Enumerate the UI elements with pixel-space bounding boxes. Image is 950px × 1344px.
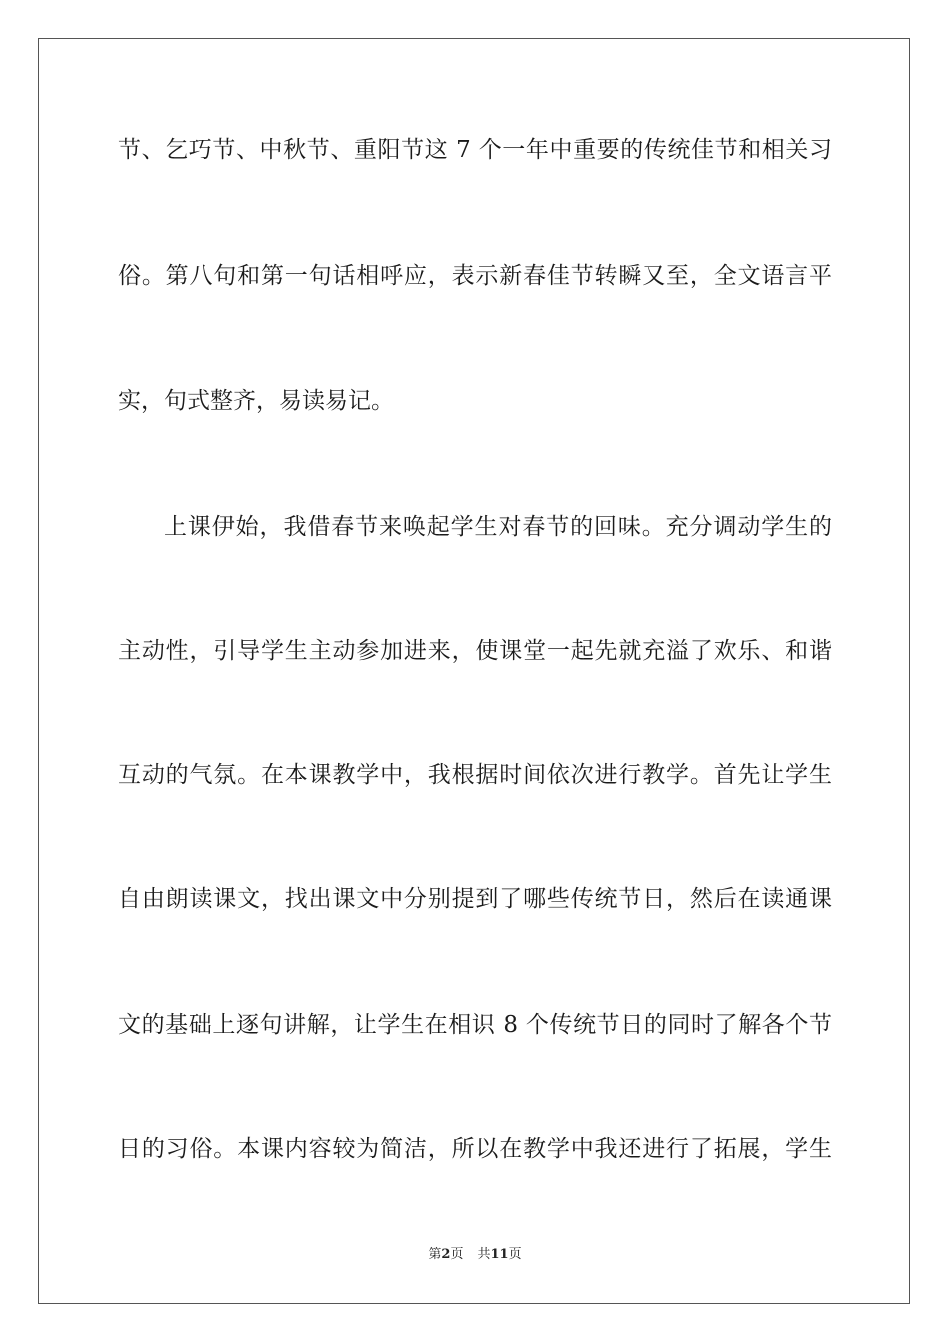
footer-total-prefix: 共 (477, 1247, 491, 1262)
body-line-1: 节、乞巧节、中秋节、重阳节这 7 个一年中重要的传统佳节和相关习 (118, 137, 832, 163)
body-line-7: 自由朗读课文，找出课文中分别提到了哪些传统节日，然后在读通课 (118, 886, 832, 912)
footer-page-suffix: 页 (450, 1247, 464, 1262)
body-line-6: 互动的气氛。在本课教学中，我根据时间依次进行教学。首先让学生 (118, 762, 832, 788)
body-line-3: 实，句式整齐，易读易记。 (118, 388, 394, 414)
page-footer (0, 1247, 950, 1263)
body-line-2: 俗。第八句和第一句话相呼应，表示新春佳节转瞬又至，全文语言平 (118, 263, 832, 289)
body-line-9: 日的习俗。本课内容较为简洁，所以在教学中我还进行了拓展，学生 (118, 1136, 832, 1162)
footer-page-current: 2 (441, 1247, 451, 1262)
page-border (38, 38, 910, 1304)
body-line-5: 主动性，引导学生主动参加进来，使课堂一起先就充溢了欢乐、和谐 (118, 638, 832, 664)
body-line-4: 上课伊始，我借春节来唤起学生对春节的回味。充分调动学生的 (164, 514, 832, 540)
footer-page-total: 11 (490, 1247, 509, 1262)
footer-page-prefix: 第 (428, 1247, 442, 1262)
footer-total-suffix: 页 (508, 1247, 522, 1262)
body-line-8: 文的基础上逐句讲解，让学生在相识 8 个传统节日的同时了解各个节 (118, 1012, 832, 1038)
